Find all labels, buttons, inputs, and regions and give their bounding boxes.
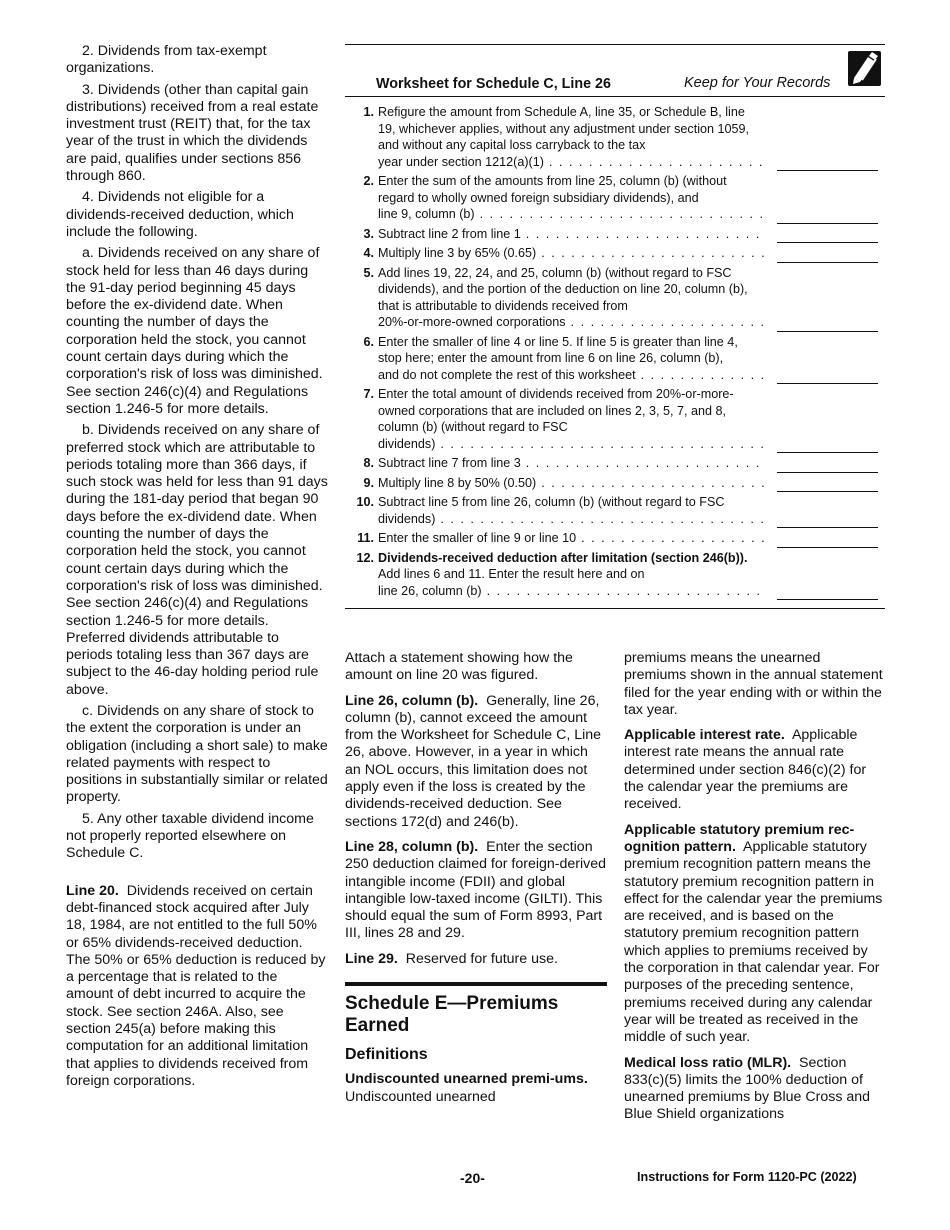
undiscounted-heading: Undiscounted unearned premi-ums. [345, 1071, 588, 1088]
line-20-paragraph [66, 883, 328, 1091]
undiscounted-paragraph: Undiscounted unearned premi-ums. Undiscounted unearned [345, 1071, 588, 1105]
item-5: 5. Any other taxable dividend income not properly reported elsewhere on Schedule C. [66, 810, 314, 862]
line-29-paragraph: Line 29. Reserved for future use. [345, 950, 558, 967]
recognition-pattern-heading: Applicable statutory premium rec-ognition pattern. [624, 821, 855, 855]
worksheet-line-6: 6. Enter the smaller of line 4 or line 5. If line 5 is greater than line 4, stop here; enter the amount from line 6 on line 26, column (b), and do not complete the rest of this worksheet . . . [345, 334, 885, 384]
worksheet-entry-line [777, 331, 878, 332]
item-2: 2. Dividends from tax-exempt organizations. [66, 43, 267, 77]
worksheet-entry-line [777, 491, 878, 492]
worksheet-header [345, 45, 885, 97]
worksheet-line-1: 1. Refigure the amount from Schedule A, line 35, or Schedule B, line 19, whichever applies, without any adjustment under section 1059, and without any capital loss carryback to the tax year under section 1212(a)(1) . . . [345, 104, 885, 170]
line-29-heading: Line 29. [345, 950, 398, 967]
interest-rate-heading: Applicable interest rate. [624, 727, 785, 744]
worksheet-lines [345, 97, 885, 608]
right-column [624, 650, 886, 1132]
worksheet-title: Worksheet for Schedule C, Line 26 [376, 76, 611, 92]
worksheet-entry-line [777, 242, 878, 243]
undiscounted-continuation: premiums means the unearned premiums shown in the annual statement filed for the year ending with or within the tax year. [624, 650, 883, 718]
worksheet-line-12: 12. Dividends-received deduction after limitation (section 246(b)). Add lines 6 and 11. Enter the result here and on line 26, column (b) . . . [345, 550, 885, 600]
worksheet-entry-line [777, 170, 878, 171]
worksheet-line-10: 10. Subtract line 5 from line 26, column (b) (without regard to FSC dividends) . . . [345, 494, 885, 527]
schedule-e-heading: Schedule E—Premiums Earned [345, 982, 607, 1037]
worksheet-line-11: 11. Enter the smaller of line 9 or line 10 . . . [345, 530, 885, 547]
worksheet-entry-line [777, 383, 878, 384]
worksheet-line-5: 5. Add lines 19, 22, 24, and 25, column (b) (without regard to FSC dividends), and the portion of the deduction on line 20, column (b), that is attributable to dividends received from 20%-or-more-owned corporations . . . [345, 265, 885, 331]
line-28-heading: Line 28, column (b). [345, 838, 479, 855]
middle-column [345, 650, 607, 1114]
line-26-paragraph: Line 26, column (b). Generally, line 26, column (b), cannot exceed the amount from the Worksheet for Schedule C, Line 26, above. However, in a year in which an NOL occurs, this limitation does not apply even if the loss is created by the dividends-received deduction. See sections 172(d) and 246(b). [345, 692, 602, 830]
pencil-icon [848, 51, 881, 86]
left-column [66, 43, 328, 1094]
worksheet-line-8: 8. Subtract line 7 from line 3 . . . [345, 455, 885, 472]
item-4: 4. Dividends not eligible for a dividends-received deduction, which include the following. [66, 189, 294, 240]
mlr-paragraph: Medical loss ratio (MLR). Section 833(c)(5) limits the 100% deduction of unearned premiums by Blue Cross and Blue Shield organizations [624, 1054, 871, 1123]
worksheet-line-4: 4. Multiply line 3 by 65% (0.65) . . . [345, 245, 885, 262]
interest-rate-paragraph: Applicable interest rate. Applicable interest rate means the annual rate determined under section 846(c)(2) for the calendar year the premiums are received. [624, 727, 867, 813]
line-26-heading: Line 26, column (b). [345, 692, 479, 709]
item-4c: c. Dividends on any share of stock to the extent the corporation is under an obligation (including a short sale) to make related payments with respect to positions in substantially similar or related property. [66, 702, 328, 806]
worksheet-line-7: 7. Enter the total amount of dividends received from 20%-or-more-owned corporations that are included on lines 2, 3, 5, 7, and 8, column (b) (without regard to FSC dividends) . . . [345, 386, 885, 452]
worksheet-entry-line [777, 262, 878, 263]
page-number: -20- [460, 1170, 485, 1186]
worksheet-line-2: 2. Enter the sum of the amounts from line 25, column (b) (without regard to wholly owned foreign subsidiary dividends), and line 9, column (b) . . . [345, 173, 885, 223]
worksheet-entry-line [777, 599, 878, 600]
worksheet-line-9: 9. Multiply line 8 by 50% (0.50) . . . [345, 475, 885, 492]
item-3: 3. Dividends (other than capital gain distributions) received from a real estate investment trust (REIT) that, for the tax year of the trust in which the dividends are paid, qualifies under sections 856 through 860. [66, 81, 319, 185]
attach-statement: Attach a statement showing how the amount on line 20 was figured. [345, 650, 573, 684]
line-28-paragraph: Line 28, column (b). Enter the section 250 deduction claimed for foreign-derived intangible income (FDII) and global intangible low-taxed income (GILTI). This should equal the sum of Form 8993, Part III, lines 28 and 29. [345, 838, 607, 942]
definitions-heading: Definitions [345, 1046, 428, 1064]
worksheet-schedule-c-line-26 [345, 44, 885, 609]
worksheet-entry-line [777, 452, 878, 453]
recognition-pattern-paragraph: Applicable statutory premium rec-ognition pattern. Applicable statutory premium recognition pattern means the statutory premium recognition pattern in effect for the calendar year the premiums are received, and is based on the statutory premium recognition pattern which applies to premiums received by the corporation in that calendar year. For purposes of the preceding sentence, premiums received during any calendar year will be treated as received in the middle of such year. [624, 821, 883, 1046]
line-20-heading: Line 20. [66, 882, 119, 899]
mlr-heading: Medical loss ratio (MLR). [624, 1054, 792, 1071]
worksheet-entry-line [777, 472, 878, 473]
keep-for-records: Keep for Your Records [684, 75, 831, 91]
item-4a: a. Dividends received on any share of stock held for less than 46 days during the 91-day period beginning 45 days before the ex-dividend date. When counting the number of days the corporation held the stock, you cannot count certain days during which the corporation's risk of loss was diminished. See section 246(c)(4) and Regulations section 1.246-5 for more details. [66, 245, 323, 417]
worksheet-entry-line [777, 527, 878, 528]
worksheet-line-3: 3. Subtract line 2 from line 1 . . . [345, 226, 885, 243]
footer-form-title: Instructions for Form 1120-PC (2022) [637, 1170, 857, 1184]
worksheet-entry-line [777, 223, 878, 224]
worksheet-entry-line [777, 547, 878, 548]
item-4b: b. Dividends received on any share of preferred stock which are attributable to periods totaling more than 366 days, if such stock was held for less than 91 days during the 181-day period that began 90 days before the ex-dividend date. When counting the number of days the corporation held the stock, you cannot count certain days during which the corporation's risk of loss was diminished. See section 246(c)(4) and Regulations section 1.246-5 for more details. Preferred dividends attributable to periods totaling less than 367 days are subject to the 46-day holding period rule above. [66, 422, 328, 698]
line-20-text: Dividends received on certain debt-financed stock acquired after July 18, 1984, are not entitled to the full 50% or 65% dividends-received deduction. The 50% or 65% deduction is reduced by a percentage that is related to the amount of debt incurred to acquire the stock. See section 246A. Also, see section 245(a) before making this computation for an additional limitation that applies to dividends received from foreign corporations. [66, 882, 326, 1089]
